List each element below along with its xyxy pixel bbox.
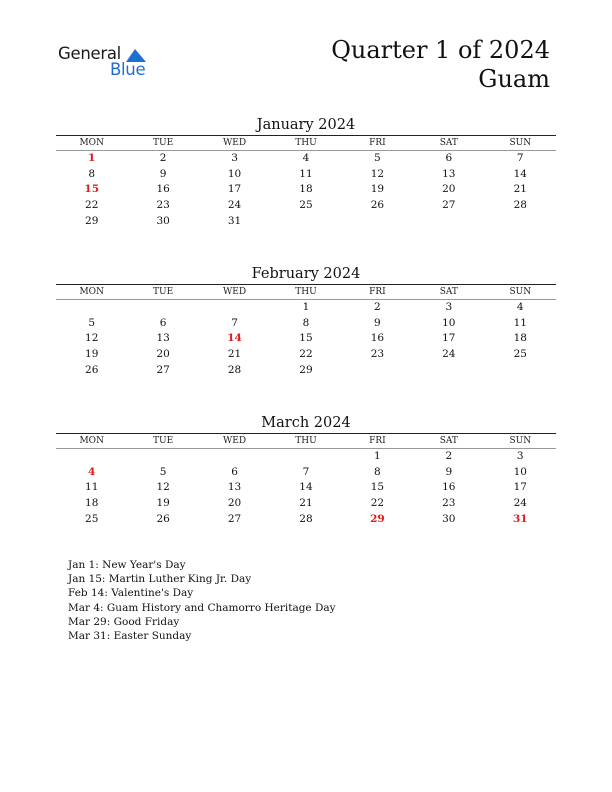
month-title: March 2024 <box>261 415 351 431</box>
day-cell <box>56 449 127 465</box>
day-cell <box>199 230 270 246</box>
holiday-note: Mar 29: Good Friday <box>68 615 180 628</box>
day-cell <box>199 379 270 395</box>
day-cell <box>485 214 556 230</box>
day-cell: 16 <box>370 332 385 345</box>
day-cell <box>270 379 341 395</box>
week-row <box>56 449 556 465</box>
day-cell: 26 <box>85 363 99 376</box>
weekday-header: WED <box>199 136 270 151</box>
day-cell: 11 <box>85 481 99 494</box>
day-cell: 4 <box>302 152 310 164</box>
day-cell: 9 <box>159 167 167 180</box>
day-cell: 2 <box>445 450 453 462</box>
day-cell <box>342 363 413 379</box>
day-cell: 8 <box>374 465 381 478</box>
day-cell: 12 <box>85 332 99 345</box>
weekday-header-row <box>56 434 556 449</box>
day-cell: 10 <box>442 316 456 329</box>
day-cell <box>127 528 198 544</box>
day-cell: 29 <box>370 512 385 525</box>
month-february <box>56 264 556 394</box>
day-cell: 17 <box>227 183 242 196</box>
day-cell: 29 <box>299 363 313 376</box>
weekday-header-row <box>56 285 556 300</box>
day-cell: 21 <box>299 497 313 510</box>
day-cell: 18 <box>513 332 527 345</box>
weekday-header: SUN <box>485 285 556 300</box>
week-row <box>56 316 556 332</box>
week-row <box>56 496 556 512</box>
holiday-note: Mar 4: Guam History and Chamorro Heritage Day <box>68 601 336 614</box>
day-cell <box>342 379 413 395</box>
week-row <box>56 512 556 528</box>
day-cell: 20 <box>227 497 242 510</box>
holiday-note: Jan 1: New Year's Day <box>68 559 186 571</box>
day-cell: 18 <box>299 183 313 196</box>
weekday-header: THU <box>270 285 341 300</box>
calendar-grid <box>56 285 556 394</box>
day-cell <box>270 214 341 230</box>
day-cell: 26 <box>370 199 385 212</box>
day-cell <box>413 230 484 246</box>
day-cell <box>127 230 198 246</box>
day-cell: 15 <box>84 183 100 196</box>
week-row <box>56 182 556 198</box>
weekday-header: MON <box>56 285 127 300</box>
day-cell: 9 <box>374 316 381 329</box>
day-cell: 21 <box>513 183 527 196</box>
day-cell: 22 <box>299 348 313 361</box>
day-cell: 19 <box>85 348 99 361</box>
week-row <box>56 300 556 316</box>
day-cell: 24 <box>227 199 242 212</box>
day-cell: 1 <box>88 152 96 164</box>
day-cell: 6 <box>159 316 167 329</box>
day-cell: 2 <box>159 152 167 164</box>
day-cell: 4 <box>88 465 96 478</box>
logo-text-general: General <box>58 44 121 63</box>
weekday-header: SUN <box>485 136 556 151</box>
weekday-header: WED <box>199 285 270 300</box>
day-cell: 1 <box>374 450 381 462</box>
day-cell <box>270 230 341 246</box>
day-cell: 13 <box>156 332 170 345</box>
page-title <box>331 36 550 94</box>
day-cell: 27 <box>156 363 170 376</box>
day-cell: 25 <box>299 199 313 212</box>
day-cell: 23 <box>442 497 456 510</box>
logo-text-blue: Blue <box>110 60 146 79</box>
day-cell <box>413 379 484 395</box>
day-cell: 24 <box>442 348 456 361</box>
day-cell: 6 <box>231 465 238 478</box>
day-cell: 28 <box>513 199 527 212</box>
month-march <box>56 413 556 543</box>
week-row <box>56 151 556 167</box>
weekday-header: TUE <box>127 434 198 449</box>
day-cell: 30 <box>156 214 170 227</box>
weekday-header: SAT <box>413 285 484 300</box>
day-cell: 3 <box>231 152 238 164</box>
day-cell: 28 <box>299 512 313 525</box>
day-cell: 12 <box>370 167 385 180</box>
day-cell: 17 <box>442 332 456 345</box>
day-cell <box>127 449 198 465</box>
day-cell: 29 <box>85 214 99 227</box>
day-cell: 18 <box>85 497 99 510</box>
day-cell: 9 <box>445 465 453 478</box>
day-cell: 3 <box>516 450 524 462</box>
holiday-note: Mar 31: Easter Sunday <box>68 630 192 643</box>
week-row <box>56 465 556 481</box>
logo <box>58 44 158 84</box>
day-cell: 15 <box>299 332 313 345</box>
weekday-header: FRI <box>342 136 413 151</box>
weekday-header-row <box>56 136 556 151</box>
holiday-note: Feb 14: Valentine's Day <box>68 587 194 600</box>
holiday-notes <box>68 558 336 643</box>
calendar-grid <box>56 434 556 543</box>
day-cell: 20 <box>442 183 456 196</box>
day-cell: 6 <box>445 152 453 164</box>
day-cell: 26 <box>156 512 170 525</box>
weekday-header: SAT <box>413 434 484 449</box>
day-cell: 20 <box>156 348 170 361</box>
day-cell: 13 <box>227 481 242 494</box>
weekday-header: FRI <box>342 285 413 300</box>
weekday-header: WED <box>199 434 270 449</box>
day-cell: 31 <box>227 214 242 227</box>
week-row <box>56 331 556 347</box>
day-cell <box>485 379 556 395</box>
day-cell <box>413 528 484 544</box>
day-cell <box>56 300 127 316</box>
day-cell: 12 <box>156 481 170 494</box>
day-cell: 3 <box>445 301 453 313</box>
day-cell <box>56 379 127 395</box>
holiday-note: Jan 15: Martin Luther King Jr. Day <box>68 573 252 586</box>
weekday-header: TUE <box>127 285 198 300</box>
week-row <box>56 230 556 246</box>
day-cell: 22 <box>85 199 99 212</box>
day-cell: 1 <box>302 301 310 313</box>
day-cell: 11 <box>299 167 313 180</box>
week-row <box>56 528 556 544</box>
day-cell: 21 <box>227 348 242 361</box>
day-cell: 14 <box>513 167 527 180</box>
day-cell: 24 <box>513 497 527 510</box>
day-cell <box>485 363 556 379</box>
weekday-header: THU <box>270 136 341 151</box>
day-cell <box>342 214 413 230</box>
day-cell: 5 <box>159 465 167 478</box>
day-cell <box>127 379 198 395</box>
day-cell: 13 <box>442 167 456 180</box>
day-cell: 23 <box>156 199 170 212</box>
week-row <box>56 167 556 183</box>
day-cell: 22 <box>370 497 385 510</box>
day-cell: 11 <box>513 316 527 329</box>
weekday-header: SUN <box>485 434 556 449</box>
day-cell: 7 <box>516 152 524 164</box>
week-row <box>56 198 556 214</box>
month-title: February 2024 <box>251 266 361 282</box>
day-cell: 14 <box>299 481 313 494</box>
day-cell <box>199 449 270 465</box>
week-row <box>56 379 556 395</box>
day-cell: 4 <box>516 301 524 313</box>
day-cell: 8 <box>88 167 96 180</box>
month-january <box>56 115 556 245</box>
day-cell <box>199 300 270 316</box>
day-cell: 25 <box>85 512 99 525</box>
weekday-header: MON <box>56 136 127 151</box>
calendar-grid <box>56 136 556 245</box>
day-cell <box>199 528 270 544</box>
weekday-header: MON <box>56 434 127 449</box>
day-cell: 25 <box>513 348 527 361</box>
day-cell: 27 <box>442 199 456 212</box>
day-cell <box>413 363 484 379</box>
day-cell: 10 <box>227 167 242 180</box>
weekday-header: TUE <box>127 136 198 151</box>
day-cell: 8 <box>302 316 310 329</box>
weekday-header: THU <box>270 434 341 449</box>
week-row <box>56 480 556 496</box>
day-cell: 19 <box>156 497 170 510</box>
day-cell: 28 <box>227 363 242 376</box>
title-region: Guam <box>478 65 550 93</box>
day-cell <box>485 528 556 544</box>
day-cell: 23 <box>370 348 385 361</box>
day-cell: 19 <box>370 183 385 196</box>
day-cell: 5 <box>374 152 381 164</box>
day-cell: 15 <box>370 481 385 494</box>
day-cell <box>56 230 127 246</box>
day-cell: 5 <box>88 316 96 329</box>
day-cell: 17 <box>513 481 527 494</box>
day-cell: 2 <box>374 301 381 313</box>
weekday-header: FRI <box>342 434 413 449</box>
day-cell: 7 <box>302 465 310 478</box>
week-row <box>56 363 556 379</box>
day-cell: 10 <box>513 465 527 478</box>
title-quarter: Quarter 1 of 2024 <box>331 36 550 64</box>
day-cell: 16 <box>442 481 456 494</box>
week-row <box>56 214 556 230</box>
day-cell: 30 <box>442 512 456 525</box>
day-cell: 14 <box>227 332 242 345</box>
day-cell <box>342 528 413 544</box>
day-cell <box>413 214 484 230</box>
day-cell: 31 <box>512 512 528 525</box>
day-cell <box>270 449 341 465</box>
day-cell <box>342 230 413 246</box>
day-cell <box>127 300 198 316</box>
day-cell <box>270 528 341 544</box>
weekday-header: SAT <box>413 136 484 151</box>
day-cell: 7 <box>231 316 238 329</box>
week-row <box>56 347 556 363</box>
day-cell <box>56 528 127 544</box>
day-cell: 27 <box>227 512 242 525</box>
month-title: January 2024 <box>256 117 356 133</box>
day-cell <box>485 230 556 246</box>
day-cell: 16 <box>156 183 170 196</box>
